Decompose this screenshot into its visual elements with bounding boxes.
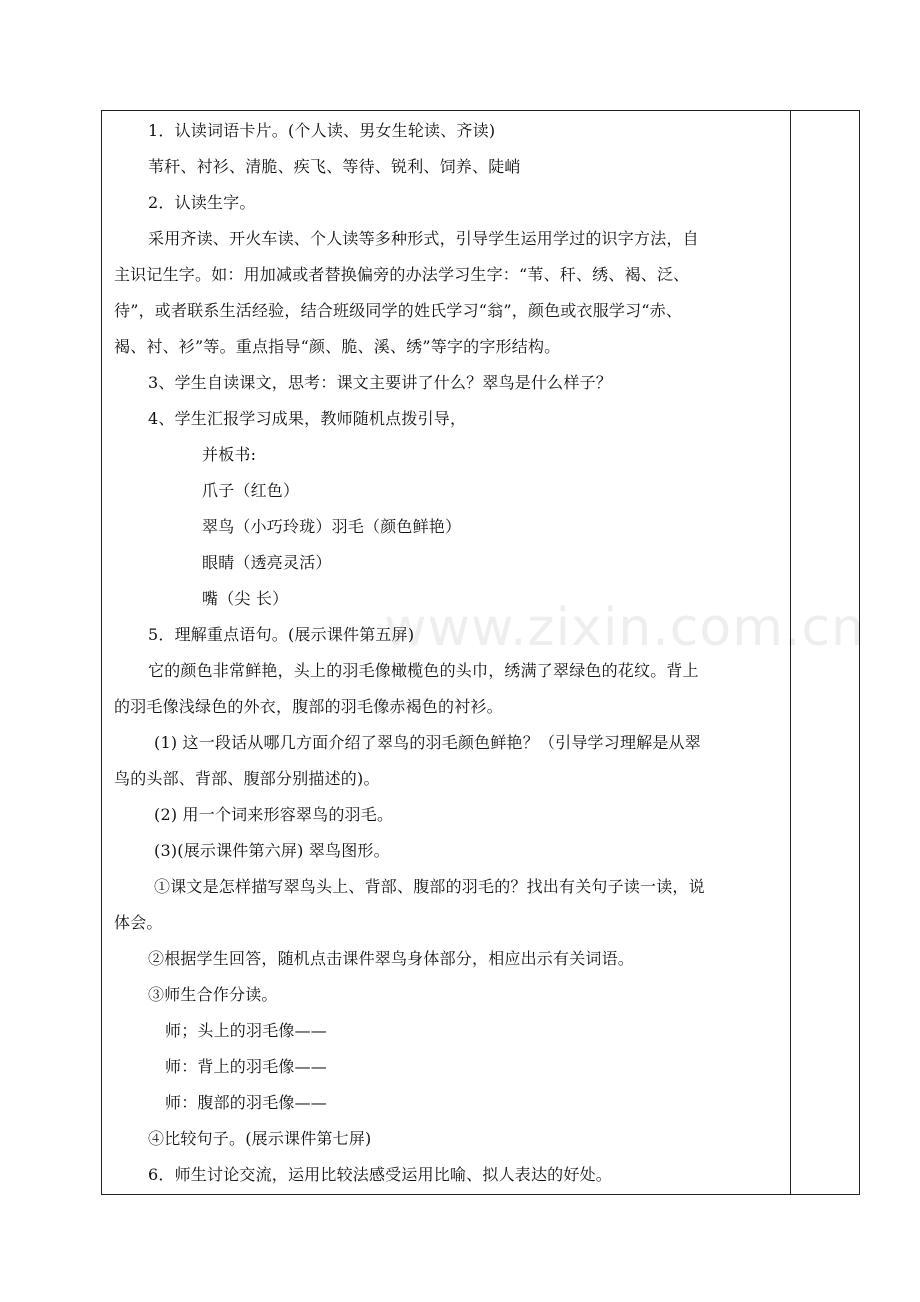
watermark: www.zixin.com.cn — [384, 598, 865, 658]
text-line: 师；头上的羽毛像—— — [165, 1021, 328, 1040]
text-line: 褐、衬、衫”等。重点指导“颜、脆、溪、绣”等字的字形结构。 — [114, 337, 561, 356]
text-line: 6．师生讨论交流，运用比较法感受运用比喻、拟人表达的好处。 — [148, 1165, 612, 1184]
text-line: 翠鸟（小巧玲珑）羽毛（颜色鲜艳） — [202, 517, 462, 536]
text-line: 苇秆、衬衫、清脆、疾飞、等待、锐利、饲养、陡峭 — [148, 157, 521, 176]
text-line: 眼睛（透亮灵活） — [202, 553, 332, 572]
text-line: 并板书: — [202, 445, 257, 464]
text-line: (1) 这一段话从哪几方面介绍了翠鸟的羽毛颜色鲜艳？（引导学习理解是从翠 — [154, 733, 701, 752]
text-line: ④比较句子。(展示课件第七屏) — [148, 1129, 372, 1148]
text-line: 主识记生字。如：用加减或者替换偏旁的办法学习生字：“苇、秆、绣、褐、泛、 — [114, 265, 690, 284]
text-line: ③师生合作分读。 — [148, 985, 278, 1004]
text-line: 2．认读生字。 — [148, 193, 256, 212]
text-line: 4、学生汇报学习成果，教师随机点拨引导， — [148, 409, 467, 428]
text-line: ①课文是怎样描写翠鸟头上、背部、腹部的羽毛的？找出有关句子读一读，说 — [154, 877, 705, 896]
text-line: 体会。 — [114, 913, 163, 932]
text-line: ②根据学生回答，随机点击课件翠鸟身体部分，相应出示有关词语。 — [148, 949, 635, 968]
lesson-table — [101, 110, 860, 1195]
text-line: 师：背上的羽毛像—— — [165, 1057, 328, 1076]
text-line: 3、学生自读课文，思考：课文主要讲了什么？翠鸟是什么样子？ — [148, 373, 612, 392]
text-line: 的羽毛像浅绿色的外衣，腹部的羽毛像赤褐色的衬衫。 — [114, 697, 503, 716]
text-line: 鸟的头部、背部、腹部分别描述的)。 — [114, 769, 380, 788]
text-line: 采用齐读、开火车读、个人读等多种形式，引导学生运用学过的识字方法，自 — [148, 229, 699, 248]
text-line: 嘴（尖 长） — [202, 589, 289, 608]
text-line: (2) 用一个词来形容翠鸟的羽毛。 — [154, 805, 394, 824]
text-line: 1．认读词语卡片。(个人读、男女生轮读、齐读) — [148, 121, 496, 140]
text-line: 爪子（红色） — [202, 481, 300, 500]
text-line: 待”，或者联系生活经验，结合班级同学的姓氏学习“翁”，颜色或衣服学习“赤、 — [114, 301, 683, 320]
text-line: (3)(展示课件第六屏) 翠鸟图形。 — [154, 841, 390, 860]
text-line: 5．理解重点语句。(展示课件第五屏) — [148, 625, 415, 644]
text-line: 它的颜色非常鲜艳，头上的羽毛像橄榄色的头巾，绣满了翠绿色的花纹。背上 — [148, 661, 699, 680]
text-line: 师：腹部的羽毛像—— — [165, 1093, 328, 1112]
